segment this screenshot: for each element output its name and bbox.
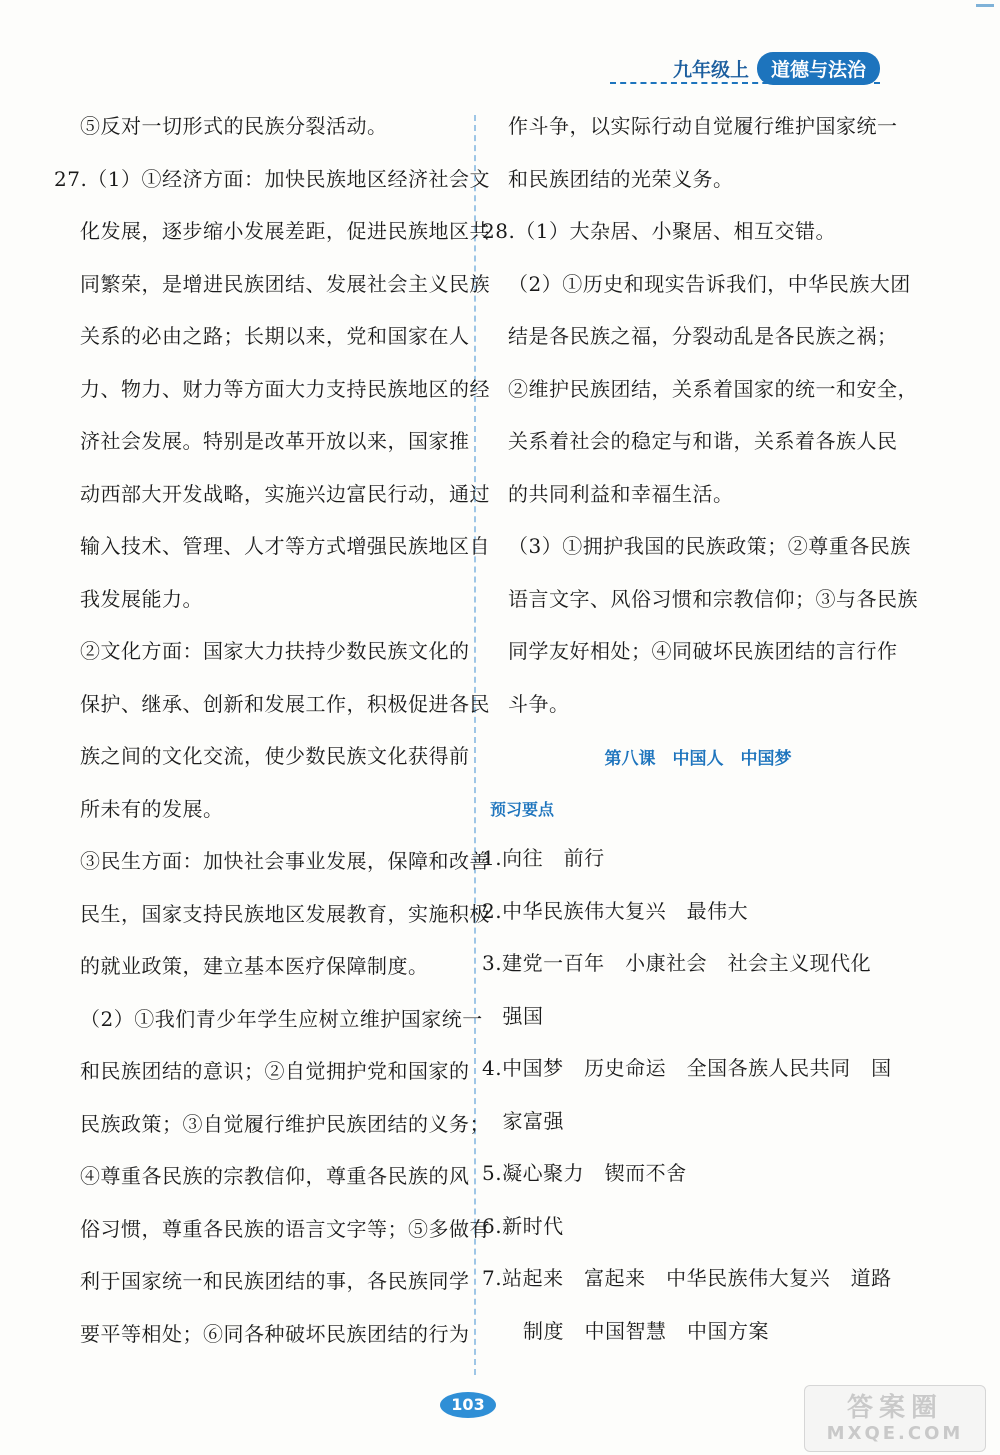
text-line: 族之间的文化交流，使少数民族文化获得前 [80, 744, 470, 768]
text-line: （2）①我们青少年学生应树立维护国家统一 [80, 1006, 483, 1031]
subject-badge: 道德与法治 [757, 52, 880, 85]
text-line: 关系的必由之路；长期以来，党和国家在人 [80, 324, 470, 348]
page-header [673, 52, 880, 85]
text-line: 28.（1）大杂居、小聚居、相互交错。 [482, 219, 837, 243]
text-line: 我发展能力。 [80, 586, 203, 611]
answer-line: 强国 [482, 1003, 544, 1028]
text-line: 语言文字、风俗习惯和宗教信仰；③与各民族 [508, 586, 918, 611]
text-line: 作斗争，以实际行动自觉履行维护国家统一 [508, 114, 898, 138]
header-rule [610, 82, 880, 84]
watermark-url: MXQE.COM [826, 1422, 964, 1444]
text-line: 所未有的发展。 [80, 796, 224, 821]
text-line: 利于国家统一和民族团结的事，各民族同学 [80, 1269, 470, 1293]
answer-line: 家富强 [482, 1108, 564, 1133]
answer-line: 制度 中国智慧 中国方案 [482, 1318, 769, 1343]
answer-line: 3.建党一百年 小康社会 社会主义现代化 [482, 951, 872, 975]
watermark-logo [804, 1385, 986, 1452]
text-line: （2）①历史和现实告诉我们，中华民族大团 [508, 271, 911, 296]
page-number: 103 [440, 1392, 496, 1418]
answer-line: 4.中国梦 历史命运 全国各族人民共同 国 [482, 1056, 892, 1080]
answer-line: 7.站起来 富起来 中华民族伟大复兴 道路 [482, 1266, 892, 1290]
text-line: 27.（1）①经济方面：加快民族地区经济社会文 [54, 166, 491, 191]
text-line: ③民生方面：加快社会事业发展，保障和改善 [80, 849, 490, 873]
text-line: 的共同利益和幸福生活。 [508, 481, 734, 506]
text-line: ⑤反对一切形式的民族分裂活动。 [80, 114, 388, 138]
text-line: 保护、继承、创新和发展工作，积极促进各民 [80, 691, 490, 716]
text-line: 民族政策；③自觉履行维护民族团结的义务； [80, 1111, 490, 1136]
text-line: （3）①拥护我国的民族政策；②尊重各民族 [508, 534, 911, 558]
text-line: 力、物力、财力等方面大力支持民族地区的经 [80, 376, 490, 401]
text-line: 同繁荣，是增进民族团结、发展社会主义民族 [80, 271, 490, 296]
text-line: 输入技术、管理、人才等方式增强民族地区自 [80, 534, 490, 558]
text-line: 动西部大开发战略，实施兴边富民行动，通过 [80, 481, 490, 506]
text-line: 化发展，逐步缩小发展差距，促进民族地区共 [80, 219, 490, 243]
text-line: 结是各民族之福，分裂动乱是各民族之祸； [508, 324, 898, 348]
text-line: 民生，国家支持民族地区发展教育，实施积极 [80, 901, 490, 926]
text-line: 斗争。 [508, 691, 570, 716]
text-line: ②维护民族团结，关系着国家的统一和安全， [508, 376, 918, 401]
watermark-text: 答案圈 [846, 1392, 943, 1423]
text-line: 的就业政策，建立基本医疗保障制度。 [80, 954, 429, 978]
text-line: 关系着社会的稳定与和谐，关系着各族人民 [508, 429, 898, 453]
grade-label: 九年级上 [672, 59, 749, 81]
text-line: 和民族团结的意识；②自觉拥护党和国家的 [80, 1059, 470, 1083]
text-line: 要平等相处；⑥同各种破坏民族团结的行为 [80, 1321, 470, 1346]
answer-line: 2.中华民族伟大复兴 最伟大 [482, 898, 749, 923]
answer-line: 1.向往 前行 [482, 846, 605, 870]
answer-line: 5.凝心聚力 锲而不舍 [482, 1161, 687, 1185]
answer-line: 6.新时代 [482, 1213, 564, 1238]
text-line: ②文化方面：国家大力扶持少数民族文化的 [80, 639, 470, 663]
right-column [482, 100, 918, 1357]
lesson-title: 第八课 中国人 中国梦 [604, 749, 792, 769]
text-line: 济社会发展。特别是改革开放以来，国家推 [80, 429, 470, 453]
text-line: 俗习惯，尊重各民族的语言文字等；⑤多做有 [80, 1216, 490, 1241]
corner-mark [976, 4, 994, 7]
text-line: 同学友好相处；④同破坏民族团结的言行作 [508, 639, 898, 663]
preview-points-heading: 预习要点 [490, 800, 555, 819]
column-divider [474, 115, 476, 1375]
left-column [54, 100, 491, 1360]
text-line: 和民族团结的光荣义务。 [508, 166, 734, 191]
text-line: ④尊重各民族的宗教信仰，尊重各民族的风 [80, 1164, 470, 1188]
